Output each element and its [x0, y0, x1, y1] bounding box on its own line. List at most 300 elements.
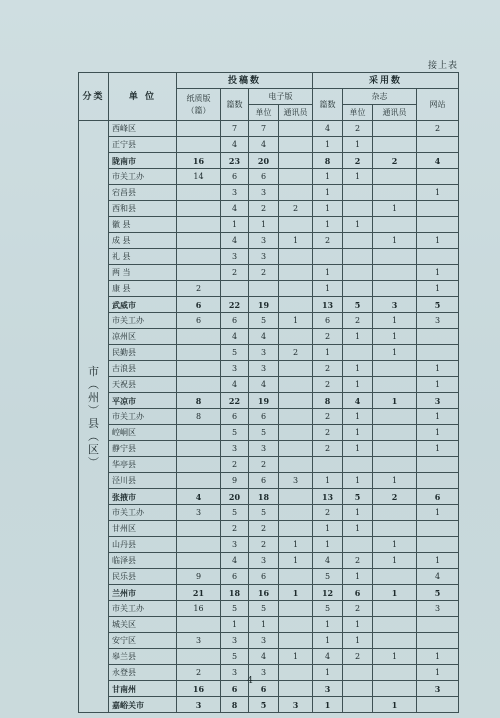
table-row: [79, 169, 459, 185]
magazine-unit-count: 1: [343, 617, 373, 633]
website-count: [417, 249, 459, 265]
paper-count: [177, 377, 221, 393]
category-char: ︵: [88, 377, 99, 391]
header-submitted: 投稿数: [177, 73, 313, 89]
table-row: [79, 633, 459, 649]
magazine-unit-count: 1: [343, 169, 373, 185]
submitted-count: 4: [221, 201, 249, 217]
adopted-count: 1: [313, 473, 343, 489]
paper-count: [177, 457, 221, 473]
unit-name: 礼 县: [109, 249, 177, 265]
unit-name: 古浪县: [109, 361, 177, 377]
website-count: 3: [417, 393, 459, 409]
e-correspondent-count: [279, 329, 313, 345]
e-unit-count: 18: [249, 489, 279, 505]
e-unit-count: 19: [249, 393, 279, 409]
paper-count: [177, 233, 221, 249]
paper-count: [177, 137, 221, 153]
magazine-correspondent-count: 1: [373, 393, 417, 409]
unit-name: 山丹县: [109, 537, 177, 553]
category-char: ︵: [88, 429, 99, 443]
unit-name: 西峰区: [109, 121, 177, 137]
e-unit-count: 3: [249, 185, 279, 201]
table-row: [79, 489, 459, 505]
website-count: [417, 217, 459, 233]
submitted-count: [221, 281, 249, 297]
paper-count: [177, 121, 221, 137]
header-count: 篇数: [221, 89, 249, 121]
website-count: [417, 169, 459, 185]
magazine-unit-count: 2: [343, 553, 373, 569]
unit-name: 皋兰县: [109, 649, 177, 665]
submitted-count: 20: [221, 489, 249, 505]
magazine-correspondent-count: 1: [373, 649, 417, 665]
website-count: 1: [417, 185, 459, 201]
table-row: [79, 233, 459, 249]
e-unit-count: 2: [249, 537, 279, 553]
adopted-count: 13: [313, 489, 343, 505]
unit-name: 张掖市: [109, 489, 177, 505]
magazine-correspondent-count: 1: [373, 233, 417, 249]
e-correspondent-count: 1: [279, 233, 313, 249]
website-count: 1: [417, 425, 459, 441]
e-correspondent-count: [279, 185, 313, 201]
e-correspondent-count: 1: [279, 649, 313, 665]
e-unit-count: 6: [249, 169, 279, 185]
adopted-count: 1: [313, 537, 343, 553]
paper-count: [177, 217, 221, 233]
submitted-count: 2: [221, 521, 249, 537]
adopted-count: 1: [313, 137, 343, 153]
adopted-count: 2: [313, 425, 343, 441]
magazine-unit-count: [343, 537, 373, 553]
website-count: 1: [417, 361, 459, 377]
magazine-correspondent-count: [373, 361, 417, 377]
unit-name: 市关工办: [109, 169, 177, 185]
website-count: 5: [417, 585, 459, 601]
unit-name: 安宁区: [109, 633, 177, 649]
unit-name: 成 县: [109, 233, 177, 249]
e-unit-count: 3: [249, 633, 279, 649]
website-count: [417, 457, 459, 473]
adopted-count: 2: [313, 329, 343, 345]
paper-count: 8: [177, 409, 221, 425]
e-correspondent-count: [279, 505, 313, 521]
submitted-count: 3: [221, 441, 249, 457]
website-count: 3: [417, 313, 459, 329]
magazine-correspondent-count: [373, 633, 417, 649]
magazine-unit-count: 1: [343, 569, 373, 585]
e-unit-count: 3: [249, 361, 279, 377]
adopted-count: 2: [313, 409, 343, 425]
e-unit-count: 1: [249, 617, 279, 633]
e-correspondent-count: [279, 281, 313, 297]
magazine-correspondent-count: [373, 457, 417, 473]
table-row: [79, 537, 459, 553]
website-count: 5: [417, 297, 459, 313]
unit-name: 西和县: [109, 201, 177, 217]
unit-name: 临泽县: [109, 553, 177, 569]
e-unit-count: 5: [249, 313, 279, 329]
e-correspondent-count: [279, 361, 313, 377]
website-count: 1: [417, 377, 459, 393]
paper-count: 8: [177, 393, 221, 409]
paper-count: [177, 521, 221, 537]
magazine-unit-count: 1: [343, 473, 373, 489]
magazine-correspondent-count: 1: [373, 201, 417, 217]
table-header: [79, 73, 459, 121]
e-unit-count: 2: [249, 265, 279, 281]
paper-count: [177, 425, 221, 441]
magazine-correspondent-count: [373, 169, 417, 185]
unit-name: 城关区: [109, 617, 177, 633]
adopted-count: 1: [313, 281, 343, 297]
paper-count: 16: [177, 153, 221, 169]
category-char: 区: [88, 442, 99, 456]
magazine-unit-count: [343, 249, 373, 265]
unit-name: 陇南市: [109, 153, 177, 169]
adopted-count: 1: [313, 217, 343, 233]
magazine-correspondent-count: [373, 409, 417, 425]
adopted-count: 5: [313, 569, 343, 585]
magazine-unit-count: [343, 457, 373, 473]
unit-name: 甘州区: [109, 521, 177, 537]
table-row: [79, 345, 459, 361]
category-char: ︶: [88, 403, 99, 417]
e-correspondent-count: [279, 137, 313, 153]
magazine-unit-count: [343, 233, 373, 249]
website-count: [417, 697, 459, 713]
magazine-correspondent-count: [373, 217, 417, 233]
unit-name: 华亭县: [109, 457, 177, 473]
paper-count: [177, 361, 221, 377]
magazine-unit-count: 1: [343, 137, 373, 153]
website-count: [417, 617, 459, 633]
table-row: [79, 281, 459, 297]
adopted-count: 1: [313, 665, 343, 681]
website-count: 4: [417, 153, 459, 169]
paper-count: 3: [177, 505, 221, 521]
magazine-correspondent-count: [373, 569, 417, 585]
table-row: [79, 201, 459, 217]
magazine-unit-count: 6: [343, 585, 373, 601]
e-unit-count: 2: [249, 521, 279, 537]
page-number: 4: [247, 676, 253, 686]
e-unit-count: 3: [249, 249, 279, 265]
e-unit-count: 5: [249, 505, 279, 521]
unit-name: 天祝县: [109, 377, 177, 393]
table-row: [79, 265, 459, 281]
paper-count: 16: [177, 681, 221, 697]
e-correspondent-count: 3: [279, 697, 313, 713]
submitted-count: 4: [221, 137, 249, 153]
e-unit-count: 20: [249, 153, 279, 169]
e-unit-count: 3: [249, 441, 279, 457]
submitted-count: 22: [221, 297, 249, 313]
magazine-correspondent-count: 1: [373, 553, 417, 569]
adopted-count: 8: [313, 153, 343, 169]
header-e-unit: 单位: [249, 105, 279, 121]
magazine-correspondent-count: [373, 137, 417, 153]
paper-count: 21: [177, 585, 221, 601]
header-m-correspondent: 通讯员: [373, 105, 417, 121]
adopted-count: 13: [313, 297, 343, 313]
magazine-correspondent-count: [373, 601, 417, 617]
table-row: [79, 313, 459, 329]
website-count: 3: [417, 681, 459, 697]
paper-count: [177, 265, 221, 281]
adopted-count: [313, 457, 343, 473]
adopted-count: 8: [313, 393, 343, 409]
e-correspondent-count: [279, 249, 313, 265]
adopted-count: 2: [313, 233, 343, 249]
e-unit-count: 4: [249, 649, 279, 665]
paper-count: [177, 553, 221, 569]
e-unit-count: 4: [249, 329, 279, 345]
adopted-count: 5: [313, 601, 343, 617]
submitted-count: 23: [221, 153, 249, 169]
unit-name: 崆峒区: [109, 425, 177, 441]
paper-count: 2: [177, 665, 221, 681]
adopted-count: 2: [313, 505, 343, 521]
submitted-count: 22: [221, 393, 249, 409]
e-correspondent-count: 1: [279, 537, 313, 553]
submitted-count: 5: [221, 425, 249, 441]
header-paper-unit: （篇）: [186, 105, 211, 115]
magazine-correspondent-count: [373, 249, 417, 265]
magazine-unit-count: 1: [343, 329, 373, 345]
category-char: 县: [88, 416, 99, 430]
e-unit-count: 19: [249, 297, 279, 313]
submitted-count: 3: [221, 361, 249, 377]
table-row: [79, 121, 459, 137]
category-char: 市: [88, 364, 99, 378]
submitted-count: 3: [221, 537, 249, 553]
header-paper-cell: [177, 89, 221, 121]
magazine-unit-count: 4: [343, 393, 373, 409]
e-unit-count: [249, 281, 279, 297]
magazine-unit-count: 1: [343, 505, 373, 521]
table-row: [79, 521, 459, 537]
submitted-count: 6: [221, 569, 249, 585]
magazine-unit-count: 1: [343, 633, 373, 649]
unit-name: 静宁县: [109, 441, 177, 457]
adopted-count: 1: [313, 345, 343, 361]
magazine-correspondent-count: 1: [373, 329, 417, 345]
submitted-count: 5: [221, 505, 249, 521]
submitted-count: 7: [221, 121, 249, 137]
adopted-count: 1: [313, 201, 343, 217]
paper-count: 3: [177, 633, 221, 649]
website-count: 1: [417, 665, 459, 681]
submitted-count: 3: [221, 249, 249, 265]
e-correspondent-count: [279, 377, 313, 393]
table-row: [79, 249, 459, 265]
adopted-count: 1: [313, 697, 343, 713]
e-correspondent-count: [279, 169, 313, 185]
magazine-correspondent-count: 1: [373, 313, 417, 329]
table-row: [79, 185, 459, 201]
e-unit-count: 1: [249, 217, 279, 233]
table-row: [79, 137, 459, 153]
e-unit-count: 2: [249, 201, 279, 217]
magazine-correspondent-count: [373, 505, 417, 521]
paper-count: [177, 345, 221, 361]
magazine-unit-count: [343, 201, 373, 217]
paper-count: 14: [177, 169, 221, 185]
website-count: [417, 537, 459, 553]
statistics-table: [78, 72, 459, 713]
adopted-count: 4: [313, 553, 343, 569]
adopted-count: 4: [313, 121, 343, 137]
website-count: [417, 201, 459, 217]
e-unit-count: 5: [249, 601, 279, 617]
website-count: 1: [417, 281, 459, 297]
unit-name: 武威市: [109, 297, 177, 313]
magazine-correspondent-count: 1: [373, 585, 417, 601]
magazine-correspondent-count: 3: [373, 297, 417, 313]
website-count: [417, 329, 459, 345]
magazine-unit-count: [343, 697, 373, 713]
table-row: [79, 425, 459, 441]
magazine-unit-count: 1: [343, 425, 373, 441]
paper-count: 4: [177, 489, 221, 505]
magazine-unit-count: 1: [343, 409, 373, 425]
submitted-count: 4: [221, 233, 249, 249]
paper-count: [177, 201, 221, 217]
e-unit-count: 7: [249, 121, 279, 137]
e-correspondent-count: [279, 425, 313, 441]
paper-count: [177, 249, 221, 265]
website-count: [417, 137, 459, 153]
unit-name: 康 县: [109, 281, 177, 297]
magazine-unit-count: 2: [343, 153, 373, 169]
paper-count: 2: [177, 281, 221, 297]
paper-count: 6: [177, 297, 221, 313]
e-correspondent-count: 1: [279, 585, 313, 601]
adopted-count: 2: [313, 441, 343, 457]
submitted-count: 6: [221, 409, 249, 425]
unit-name: 凉州区: [109, 329, 177, 345]
table-row: [79, 457, 459, 473]
e-unit-count: 3: [249, 345, 279, 361]
adopted-count: 3: [313, 681, 343, 697]
magazine-unit-count: 2: [343, 313, 373, 329]
e-correspondent-count: [279, 633, 313, 649]
magazine-unit-count: 1: [343, 361, 373, 377]
submitted-count: 5: [221, 601, 249, 617]
magazine-correspondent-count: 2: [373, 153, 417, 169]
submitted-count: 6: [221, 169, 249, 185]
magazine-correspondent-count: [373, 521, 417, 537]
magazine-unit-count: [343, 185, 373, 201]
website-count: 4: [417, 569, 459, 585]
submitted-count: 5: [221, 649, 249, 665]
unit-name: 市关工办: [109, 313, 177, 329]
e-unit-count: 6: [249, 569, 279, 585]
e-correspondent-count: [279, 569, 313, 585]
header-m-unit: 单位: [343, 105, 373, 121]
e-unit-count: 6: [249, 681, 279, 697]
e-correspondent-count: [279, 441, 313, 457]
header-category: 分类: [79, 73, 109, 121]
magazine-unit-count: 1: [343, 441, 373, 457]
category-char: 州: [88, 390, 99, 404]
submitted-count: 5: [221, 345, 249, 361]
table-row: [79, 217, 459, 233]
paper-count: [177, 649, 221, 665]
adopted-count: [313, 249, 343, 265]
paper-count: [177, 617, 221, 633]
magazine-correspondent-count: [373, 121, 417, 137]
e-unit-count: 2: [249, 457, 279, 473]
magazine-unit-count: [343, 265, 373, 281]
unit-name: 两 当: [109, 265, 177, 281]
adopted-count: 1: [313, 265, 343, 281]
e-correspondent-count: [279, 265, 313, 281]
table-row: [79, 393, 459, 409]
magazine-unit-count: 2: [343, 121, 373, 137]
website-count: 1: [417, 409, 459, 425]
header-website: 网站: [417, 89, 459, 121]
table-body: [79, 121, 459, 713]
submitted-count: 4: [221, 377, 249, 393]
magazine-unit-count: 1: [343, 377, 373, 393]
adopted-count: 1: [313, 617, 343, 633]
website-count: 1: [417, 505, 459, 521]
e-correspondent-count: [279, 601, 313, 617]
submitted-count: 2: [221, 457, 249, 473]
magazine-correspondent-count: [373, 617, 417, 633]
e-correspondent-count: 2: [279, 201, 313, 217]
e-unit-count: 16: [249, 585, 279, 601]
continued-label: 接上表: [427, 61, 458, 71]
website-count: [417, 633, 459, 649]
e-correspondent-count: [279, 217, 313, 233]
magazine-unit-count: 1: [343, 521, 373, 537]
table-row: [79, 553, 459, 569]
table-row: [79, 601, 459, 617]
website-count: 6: [417, 489, 459, 505]
submitted-count: 1: [221, 217, 249, 233]
category-cell: [79, 121, 109, 713]
website-count: 1: [417, 649, 459, 665]
e-unit-count: 4: [249, 377, 279, 393]
e-correspondent-count: [279, 121, 313, 137]
table-row: [79, 409, 459, 425]
adopted-count: 1: [313, 185, 343, 201]
table-row: [79, 473, 459, 489]
e-unit-count: 5: [249, 425, 279, 441]
unit-name: 市关工办: [109, 601, 177, 617]
unit-name: 市关工办: [109, 505, 177, 521]
adopted-count: 4: [313, 649, 343, 665]
adopted-count: 2: [313, 377, 343, 393]
adopted-count: 1: [313, 169, 343, 185]
header-electronic: 电子版: [249, 89, 313, 105]
unit-name: 正宁县: [109, 137, 177, 153]
submitted-count: 8: [221, 697, 249, 713]
submitted-count: 1: [221, 617, 249, 633]
submitted-count: 4: [221, 329, 249, 345]
paper-count: [177, 329, 221, 345]
submitted-count: 3: [221, 185, 249, 201]
table-row: [79, 585, 459, 601]
unit-name: 兰州市: [109, 585, 177, 601]
submitted-count: 3: [221, 633, 249, 649]
e-correspondent-count: [279, 297, 313, 313]
paper-count: 16: [177, 601, 221, 617]
